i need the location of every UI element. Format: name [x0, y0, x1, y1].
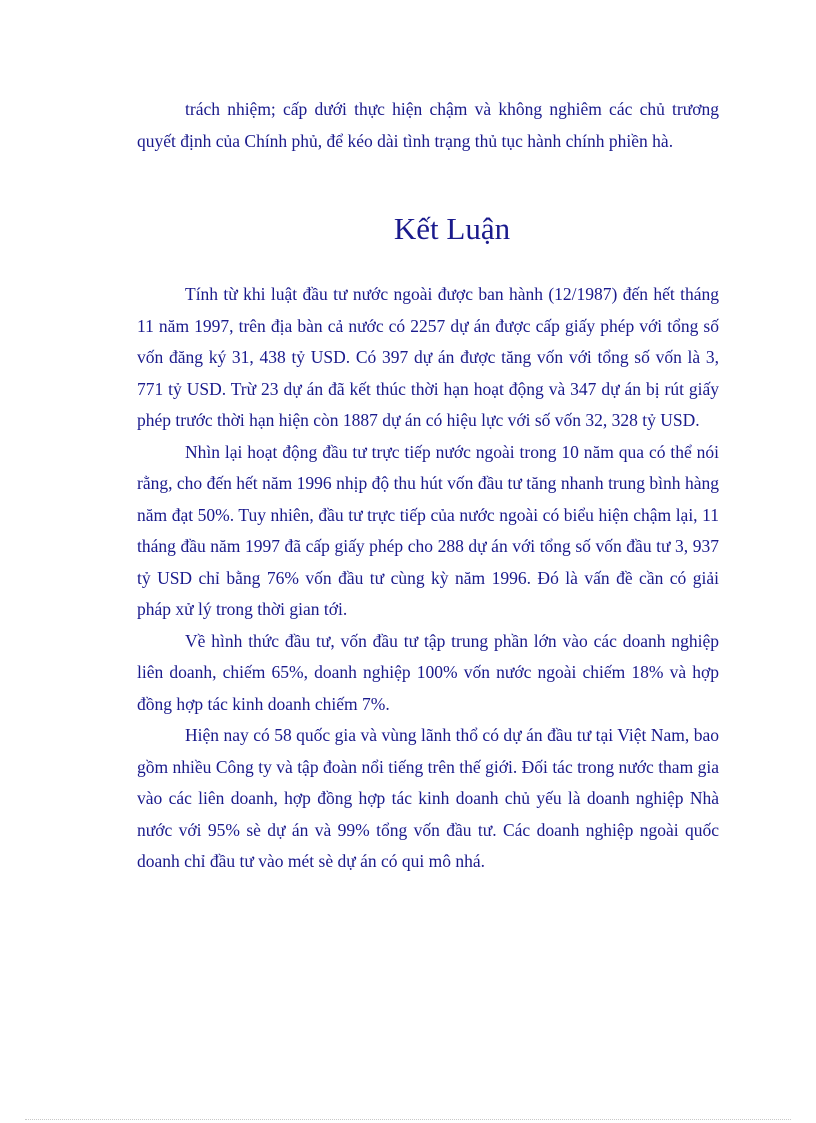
footer-divider	[25, 1119, 791, 1120]
conclusion-section	[137, 279, 719, 878]
continuation-paragraph: trách nhiệm; cấp dưới thực hiện chậm và không nghiêm các chủ trương quyết định của Chính phủ, để kéo dài tình trạng thủ tục hành chính phiền hà.	[137, 99, 719, 151]
paragraph-project-totals: Tính từ khi luật đầu tư nước ngoài được ban hành (12/1987) đến hết tháng 11 năm 1997, trên địa bàn cả nước có 2257 dự án được cấp giấy phép với tổng số vốn đăng ký 31, 438 tỷ USD. Có 397 dự án được tăng vốn với tổng số vốn là 3, 771 tỷ USD. Trừ 23 dự án đã kết thúc thời hạn hoạt động và 347 dự án bị rút giấy phép trước thời hạn hiện còn 1887 dự án có hiệu lực với số vốn 32, 328 tỷ USD.	[137, 284, 719, 430]
document-body	[137, 94, 719, 878]
paragraph-growth-rate: Nhìn lại hoạt động đầu tư trực tiếp nước ngoài trong 10 năm qua có thể nói rằng, cho đến hết năm 1996 nhịp độ thu hút vốn đầu tư tăng nhanh trung bình hàng năm đạt 50%. Tuy nhiên, đầu tư trực tiếp của nước ngoài có biểu hiện chậm lại, 11 tháng đầu năm 1997 đã cấp giấy phép cho 288 dự án với tổng số vốn đầu tư 3, 937 tỷ USD chỉ bằng 76% vốn đầu tư cùng kỳ năm 1996. Đó là vấn đề cần có giải pháp xử lý trong thời gian tới.	[137, 441, 719, 619]
paragraph-partners: Hiện nay có 58 quốc gia và vùng lãnh thổ có dự án đầu tư tại Việt Nam, bao gồm nhiều Công ty và tập đoàn nổi tiếng trên thế giới. Đối tác trong nước tham gia vào các liên doanh, hợp đồng hợp tác kinh doanh chủ yếu là doanh nghiệp Nhà nước với 95% sè dự án và 99% tổng vốn đầu tư. Các doanh nghiệp ngoài quốc doanh chỉ đầu tư vào mét sè dự án có qui mô nhá.	[137, 725, 719, 871]
continuation-block	[137, 94, 719, 157]
paragraph-investment-forms: Về hình thức đầu tư, vốn đầu tư tập trung phần lớn vào các doanh nghiệp liên doanh, chiếm 65%, doanh nghiệp 100% vốn nước ngoài chiếm 18% và hợp đồng hợp tác kinh doanh chiếm 7%.	[137, 630, 719, 714]
heading-block	[137, 209, 719, 249]
conclusion-heading: Kết Luận	[393, 211, 511, 246]
